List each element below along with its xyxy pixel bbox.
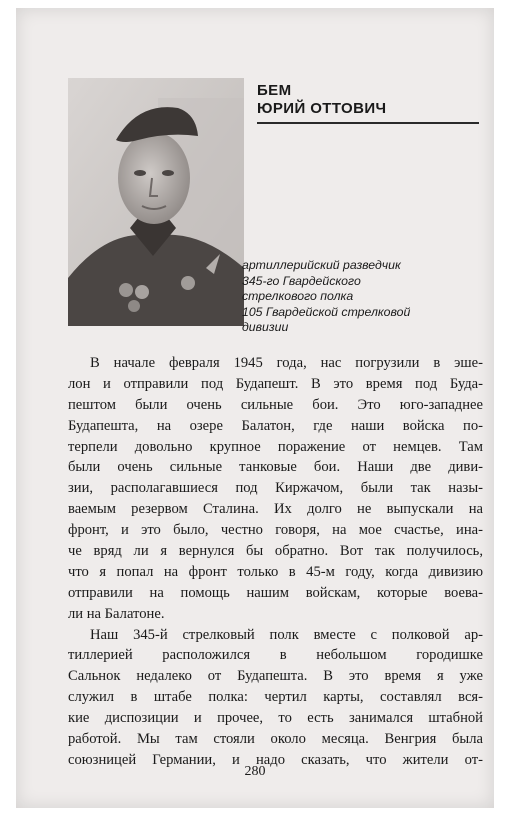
name-heading xyxy=(257,82,487,124)
paragraph xyxy=(68,625,483,771)
caption-line: стрелкового полка xyxy=(242,289,354,304)
text-line: отправили на помощь нашим войскам, которые воева- xyxy=(68,584,483,601)
paragraph xyxy=(68,353,483,625)
text-line: союзницей Германии, и надо сказать, что жители от- xyxy=(68,751,483,768)
caption-line: 345-го Гвардейского xyxy=(242,273,361,288)
text-line: ваемым резервом Сталина. Их долго не выпускали на xyxy=(68,501,483,518)
portrait-photo xyxy=(68,78,244,326)
text-line: тиллерией расположился в небольшом городишке xyxy=(68,647,483,664)
text-line: служил в штабе полка: чертил карты, составлял вся- xyxy=(68,689,483,706)
page-number: 280 xyxy=(244,764,266,779)
text-line: Будапешта, на озере Балатон, где наши войска по- xyxy=(68,417,483,434)
text-line: фронт, и это было, честно говоря, на мое счастье, ина- xyxy=(68,522,483,539)
photo-caption xyxy=(242,258,482,336)
full-name: ЮРИЙ ОТТОВИЧ xyxy=(257,100,387,117)
text-line: Наш 345-й стрелковый полк вместе с полковой ар- xyxy=(90,626,483,643)
body-text xyxy=(68,353,483,771)
text-line: че вряд ли я вернулся бы обратно. Вот так получилось, xyxy=(68,543,483,560)
text-line: лон и отправили под Будапешт. В это время под Буда- xyxy=(68,375,483,392)
text-line: ли на Балатоне. xyxy=(68,605,165,622)
text-line: терпели довольно крупное поражение от немцев. Там xyxy=(68,438,483,455)
text-line: пештом были очень сильные бои. Это юго-западнее xyxy=(68,396,483,413)
caption-line: 105 Гвардейской стрелковой xyxy=(242,304,411,319)
caption-line: артиллерийский разведчик xyxy=(242,258,401,272)
book-page xyxy=(16,8,494,808)
surname: БЕМ xyxy=(257,82,292,99)
text-line: зии, располагавшиеся под Киржачом, были так назы- xyxy=(68,480,483,497)
caption-line: дивизии xyxy=(242,320,289,335)
heading-rule xyxy=(257,122,479,124)
running-head xyxy=(64,44,364,54)
text-line: что я попал на фронт только в 45-м году, когда дивизию xyxy=(68,563,483,580)
text-line: были очень сильные танковые бои. Наши две диви- xyxy=(68,459,483,476)
text-line: Сальнок недалеко от Будапешта. В это время я уже xyxy=(68,668,483,685)
text-line: работой. Мы там стояли около месяца. Венгрия была xyxy=(68,731,483,748)
text-line: кие диспозиции и прочее, то есть занимался штабной xyxy=(68,710,483,727)
text-line: В начале февраля 1945 года, нас погрузили в эше- xyxy=(90,355,483,371)
